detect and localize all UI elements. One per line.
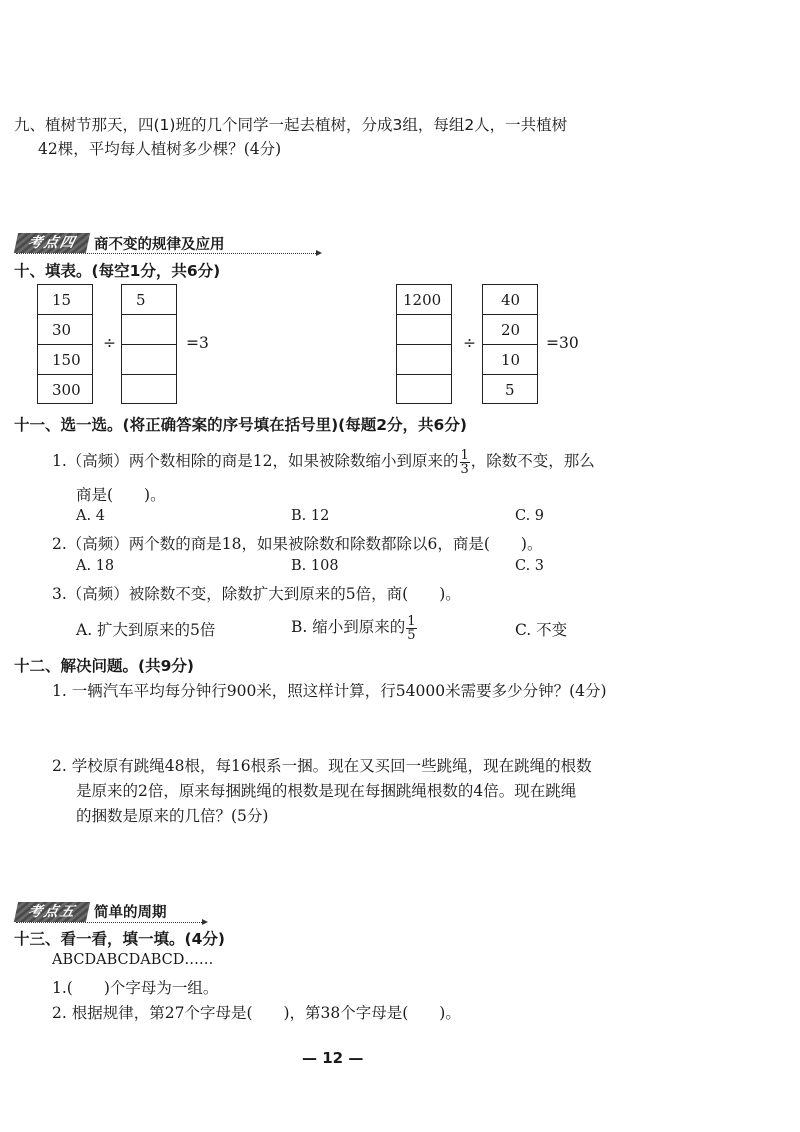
q11-item1-option-a[interactable]: A. 4 [76, 508, 105, 524]
table1-result: =3 [186, 334, 209, 352]
q11-item1-line1: 1.（高频）两个数相除的商是12，如果被除数缩小到原来的 $\frac{1}{3}$ ，除数不变，那么 [52, 447, 595, 477]
table1-divisor-blank[interactable] [122, 315, 176, 345]
table2-divisor-column [482, 284, 538, 404]
table1-divisor-cell: 5 [122, 285, 176, 315]
q11-item1-text: 1.（高频）两个数相除的商是12，如果被除数缩小到原来的 [52, 452, 459, 470]
q13-sequence: ABCDABCDABCD…… [52, 952, 214, 968]
page-number: — 12 — [302, 1049, 364, 1067]
fraction-one-third: $\frac{1}{3}$ [460, 447, 469, 477]
q11-item3-text: 3.（高频）被除数不变，除数扩大到原来的5倍，商( )。 [52, 585, 461, 603]
q11-heading: 十一、选一选。(将正确答案的序号填在括号里)(每题2分，共6分) [14, 416, 467, 434]
arrow-icon [202, 919, 208, 925]
q11-item2-option-b[interactable]: B. 108 [291, 558, 339, 574]
table1-divisor-blank[interactable] [122, 345, 176, 375]
table2-div-sign: ÷ [463, 334, 476, 352]
table2-result: =30 [546, 334, 579, 352]
q12-heading: 十二、解决问题。(共9分) [14, 657, 194, 675]
table2-dividend-blank[interactable] [397, 375, 451, 405]
table2-divisor-cell: 5 [505, 381, 515, 399]
q13-item1: 1.( )个字母为一组。 [52, 979, 219, 997]
q11-item1-option-c[interactable]: C. 9 [515, 508, 545, 524]
section5-underline [16, 922, 202, 923]
table1-divisor-column [121, 284, 177, 404]
table1-dividend-cell: 30 [38, 315, 92, 345]
table1-dividend-cell: 150 [38, 345, 92, 375]
q11-item3-option-b[interactable]: B. 缩小到原来的 $\frac{1}{5}$ [291, 613, 416, 643]
q13-item2: 2. 根据规律，第27个字母是( )，第38个字母是( )。 [52, 1004, 461, 1022]
table2-divisor-cell: 20 [483, 315, 537, 345]
q11-item2-text: 2.（高频）两个数的商是18，如果被除数和除数都除以6，商是( )。 [52, 535, 543, 553]
table1-dividend-cell: 300 [52, 381, 81, 399]
q12-item2-line2: 是原来的2倍，原来每捆跳绳的根数是现在每捆跳绳根数的4倍。现在跳绳 [76, 782, 577, 800]
table2-dividend-cell: 1200 [397, 285, 451, 315]
table2-dividend-blank[interactable] [397, 315, 451, 345]
q11-item1-line2: 商是( )。 [76, 486, 166, 504]
section5-title: 简单的周期 [94, 905, 167, 921]
q11-item2-option-c[interactable]: C. 3 [515, 558, 545, 574]
q10-heading: 十、填表。(每空1分，共6分) [14, 262, 221, 280]
q11-item3-option-a[interactable]: A. 扩大到原来的5倍 [76, 621, 216, 639]
fraction-one-fifth: $\frac{1}{5}$ [407, 613, 416, 643]
q11-item2-option-a[interactable]: A. 18 [76, 558, 115, 574]
table2-divisor-cell: 10 [483, 345, 537, 375]
section5-tag: 考点五 [14, 902, 90, 922]
q12-item2-line3: 的捆数是原来的几倍？(5分) [76, 807, 269, 825]
table2-dividend-blank[interactable] [397, 345, 451, 375]
section4-underline [16, 253, 316, 254]
table1-div-sign: ÷ [103, 334, 116, 352]
q9-line2: 42棵，平均每人植树多少棵？(4分) [38, 140, 282, 158]
q11-item1-option-b[interactable]: B. 12 [291, 508, 330, 524]
q12-item2-line1: 2. 学校原有跳绳48根，每16根系一捆。现在又买回一些跳绳，现在跳绳的根数 [52, 757, 592, 775]
table1-divisor-blank[interactable] [122, 375, 176, 405]
arrow-icon [316, 250, 322, 256]
table2-divisor-cell: 40 [483, 285, 537, 315]
q13-heading: 十三、看一看，填一填。(4分) [14, 930, 225, 948]
q11-item3-option-c[interactable]: C. 不变 [515, 621, 568, 639]
q12-item1: 1. 一辆汽车平均每分钟行900米，照这样计算，行54000米需要多少分钟？(4分) [52, 682, 607, 700]
table1-dividend-column [37, 284, 93, 404]
table1-dividend-cell: 15 [38, 285, 92, 315]
table2-dividend-column [396, 284, 452, 404]
section4-tag: 考点四 [14, 233, 90, 253]
section4-title: 商不变的规律及应用 [94, 237, 225, 253]
q9-line1: 九、植树节那天，四(1)班的几个同学一起去植树，分成3组，每组2人，一共植树 [14, 116, 568, 134]
